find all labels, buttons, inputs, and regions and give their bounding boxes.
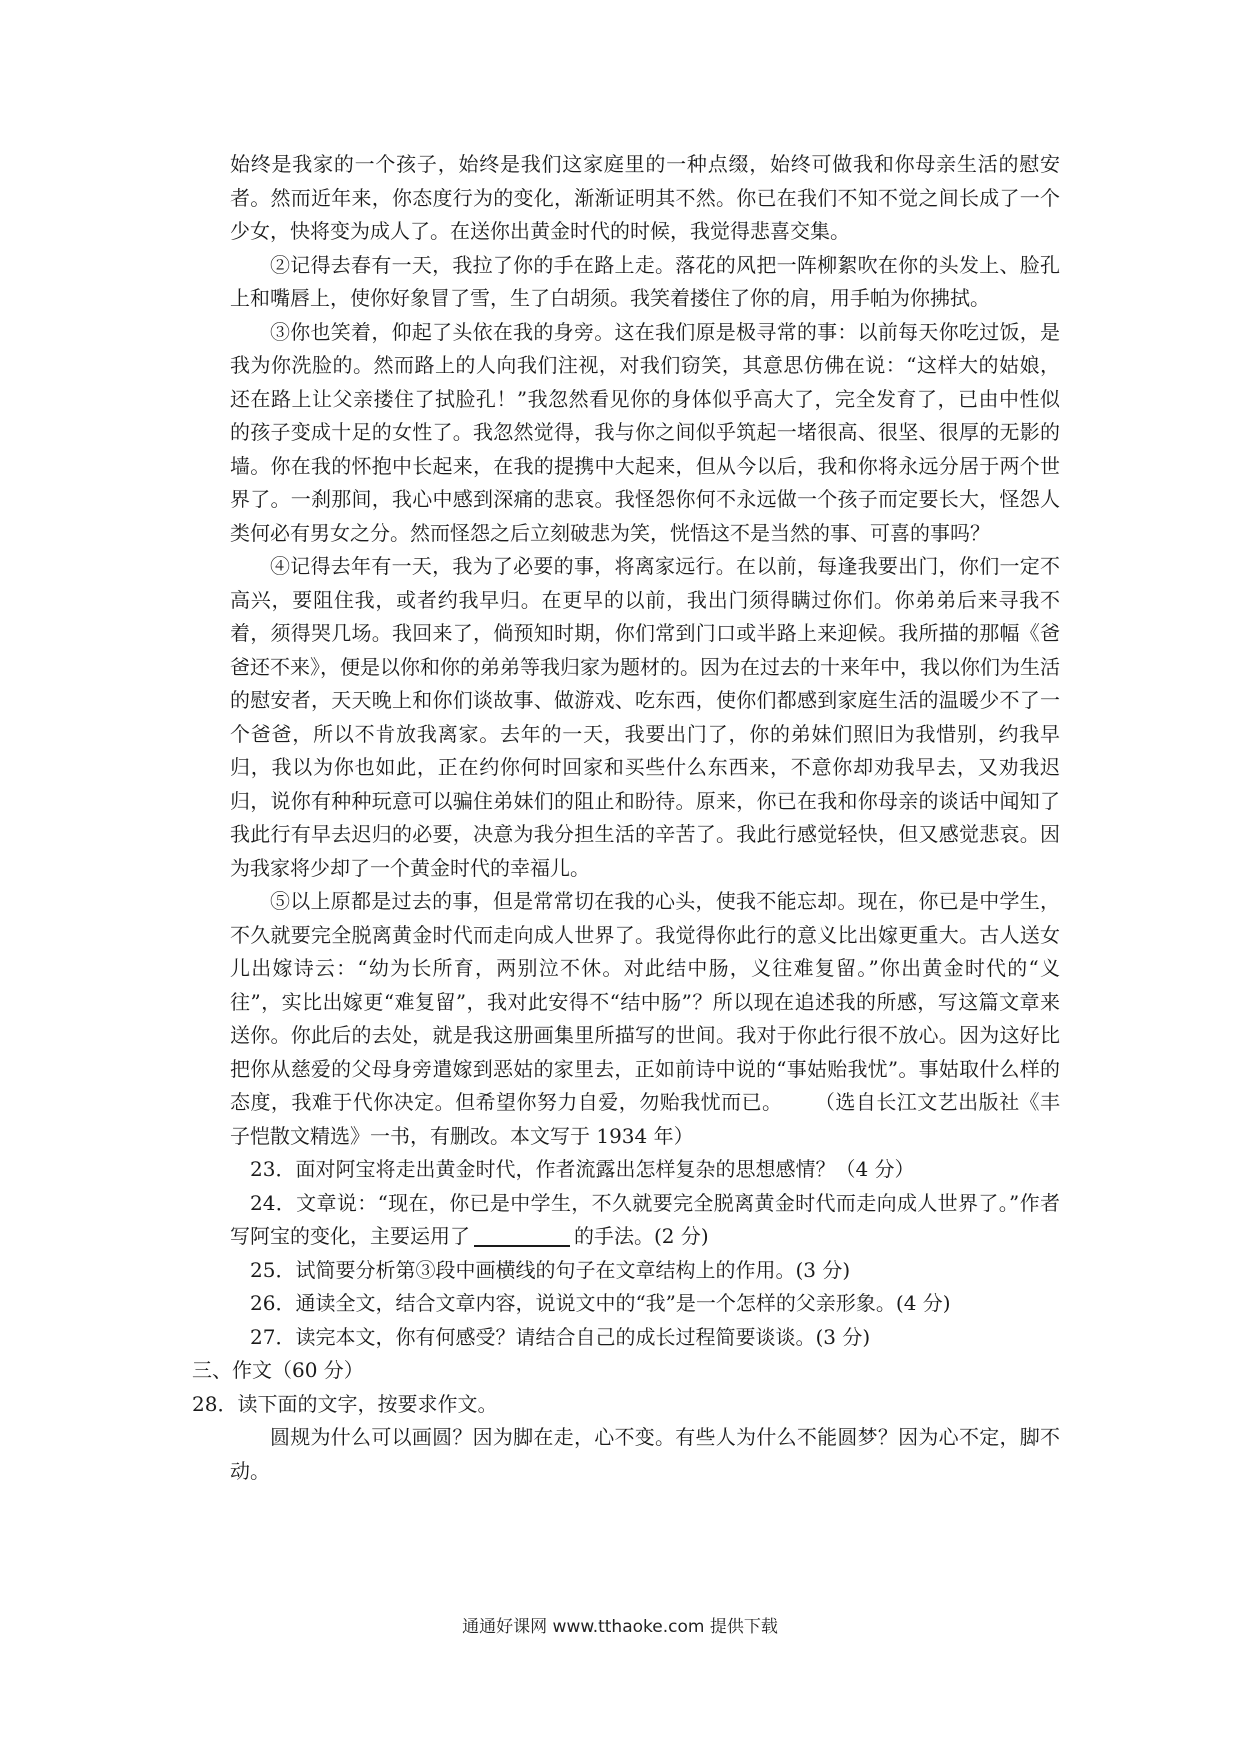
question-24-text: 24．文章说：“现在，你已是中学生，不久就要完全脱离黄金时代而走向成人世界了。”作者写阿宝的变化，主要运用了: [230, 1190, 1060, 1248]
passage-paragraph-1-continued: 始终是我家的一个孩子，始终是我们这家庭里的一种点缀，始终可做我和你母亲生活的慰安者。然而近年来，你态度行为的变化，渐渐证明其不然。你已在我们不知不觉之间长成了一个少女，快将变为成人了。在送你出黄金时代的时候，我觉得悲喜交集。: [230, 152, 1060, 243]
question-24: [230, 1187, 1060, 1254]
question-27: 27．读完本文，你有何感受？请结合自己的成长过程简要谈谈。(3 分): [250, 1324, 871, 1349]
composition-heading: 三、作文（60 分）: [192, 1358, 364, 1382]
page-footer: 通通好课网 www.tthaoke.com 提供下载: [462, 1617, 778, 1637]
question-25: 25．试简要分析第③段中画横线的句子在文章结构上的作用。(3 分): [250, 1257, 851, 1282]
composition-task: 28．读下面的文字，按要求作文。: [192, 1391, 498, 1416]
passage-paragraph-5: [230, 885, 1060, 1153]
passage-source-note: （选自长江文艺出版社《丰子恺散文精选》一书，有删改。本文写于 1934 年）: [230, 1090, 1061, 1148]
passage-paragraph-4: ④记得去年有一天，我为了必要的事，将离家远行。在以前，每逢我要出门，你们一定不高兴，要阻住我，或者约我早归。在更早的以前，我出门须得瞒过你们。你弟弟后来寻我不着，须得哭几场。我回来了，倘预知时期，你们常到门口或半路上来迎候。我所描的那幅《爸爸还不来》，便是以你和你的弟弟等我归家为题材的。因为在过去的十来年中，我以你们为生活的慰安者，天天晚上和你们谈故事、做游戏、吃东西，使你们都感到家庭生活的温暖少不了一个爸爸，所以不肯放我离家。去年的一天，我要出门了，你的弟妹们照旧为我惜别，约我早归，我以为你也如此，正在约你何时回家和买些什么东西来，不意你却劝我早去，又劝我迟归，说你有种种玩意可以骗住弟妹们的阻止和盼待。原来，你已在我和你母亲的谈话中闻知了我此行有早去迟归的必要，决意为我分担生活的辛苦了。我此行感觉轻快，但又感觉悲哀。因为我家将少却了一个黄金时代的幸福儿。: [230, 554, 1060, 880]
passage-paragraph-3: ③你也笑着，仰起了头依在我的身旁。这在我们原是极寻常的事：以前每天你吃过饭，是我为你洗脸的。然而路上的人向我们注视，对我们窃笑，其意思仿佛在说：“这样大的姑娘，还在路上让父亲搂住了拭脸孔！”我忽然看见你的身体似乎高大了，完全发育了，已由中性似的孩子变成十足的女性了。我忽然觉得，我与你之间似乎筑起一堵很高、很坚、很厚的无影的墙。你在我的怀抱中长起来，在我的提携中大起来，但从今以后，我和你将永远分居于两个世界了。一刹那间，我心中感到深痛的悲哀。我怪怨你何不永远做一个孩子而定要长大，怪怨人类何必有男女之分。然而怪怨之后立刻破悲为笑，恍悟这不是当然的事、可喜的事吗？: [230, 319, 1060, 545]
question-24-text-end: 的手法。(2 分): [574, 1224, 709, 1248]
question-23: 23．面对阿宝将走出黄金时代，作者流露出怎样复杂的思想感情？（4 分）: [250, 1157, 915, 1181]
passage-paragraph-5-text: ⑤以上原都是过去的事，但是常常切在我的心头，使我不能忘却。现在，你已是中学生，不久就要完全脱离黄金时代而走向成人世界了。我觉得你此行的意义比出嫁更重大。古人送女儿出嫁诗云：“幼为长所育，两别泣不休。对此结中肠，义往难复留。”你出黄金时代的“义往”，实比出嫁更“难复留”，我对此安得不“结中肠”？所以现在追述我的所感，写这篇文章来送你。你此后的去处，就是我这册画集里所描写的世间。我对于你此行很不放心。因为这好比把你从慈爱的父母身旁遣嫁到恶姑的家里去，正如前诗中说的“事姑贻我忧”。事姑取什么样的态度，我难于代你决定。但希望你努力自爱，勿贻我忧而已。: [230, 889, 1060, 1114]
passage-paragraph-2: ②记得去春有一天，我拉了你的手在路上走。落花的风把一阵柳絮吹在你的头发上、脸孔上和嘴唇上，使你好象冒了雪，生了白胡须。我笑着搂住了你的肩，用手帕为你拂拭。: [230, 252, 1060, 310]
page-content: [192, 148, 1061, 1488]
composition-prompt: 圆规为什么可以画圆？因为脚在走，心不变。有些人为什么不能圆梦？因为心不定，脚不动。: [230, 1425, 1060, 1483]
answer-blank: [474, 1223, 570, 1247]
question-26: 26．通读全文，结合文章内容，说说文中的“我”是一个怎样的父亲形象。(4 分): [250, 1291, 951, 1315]
